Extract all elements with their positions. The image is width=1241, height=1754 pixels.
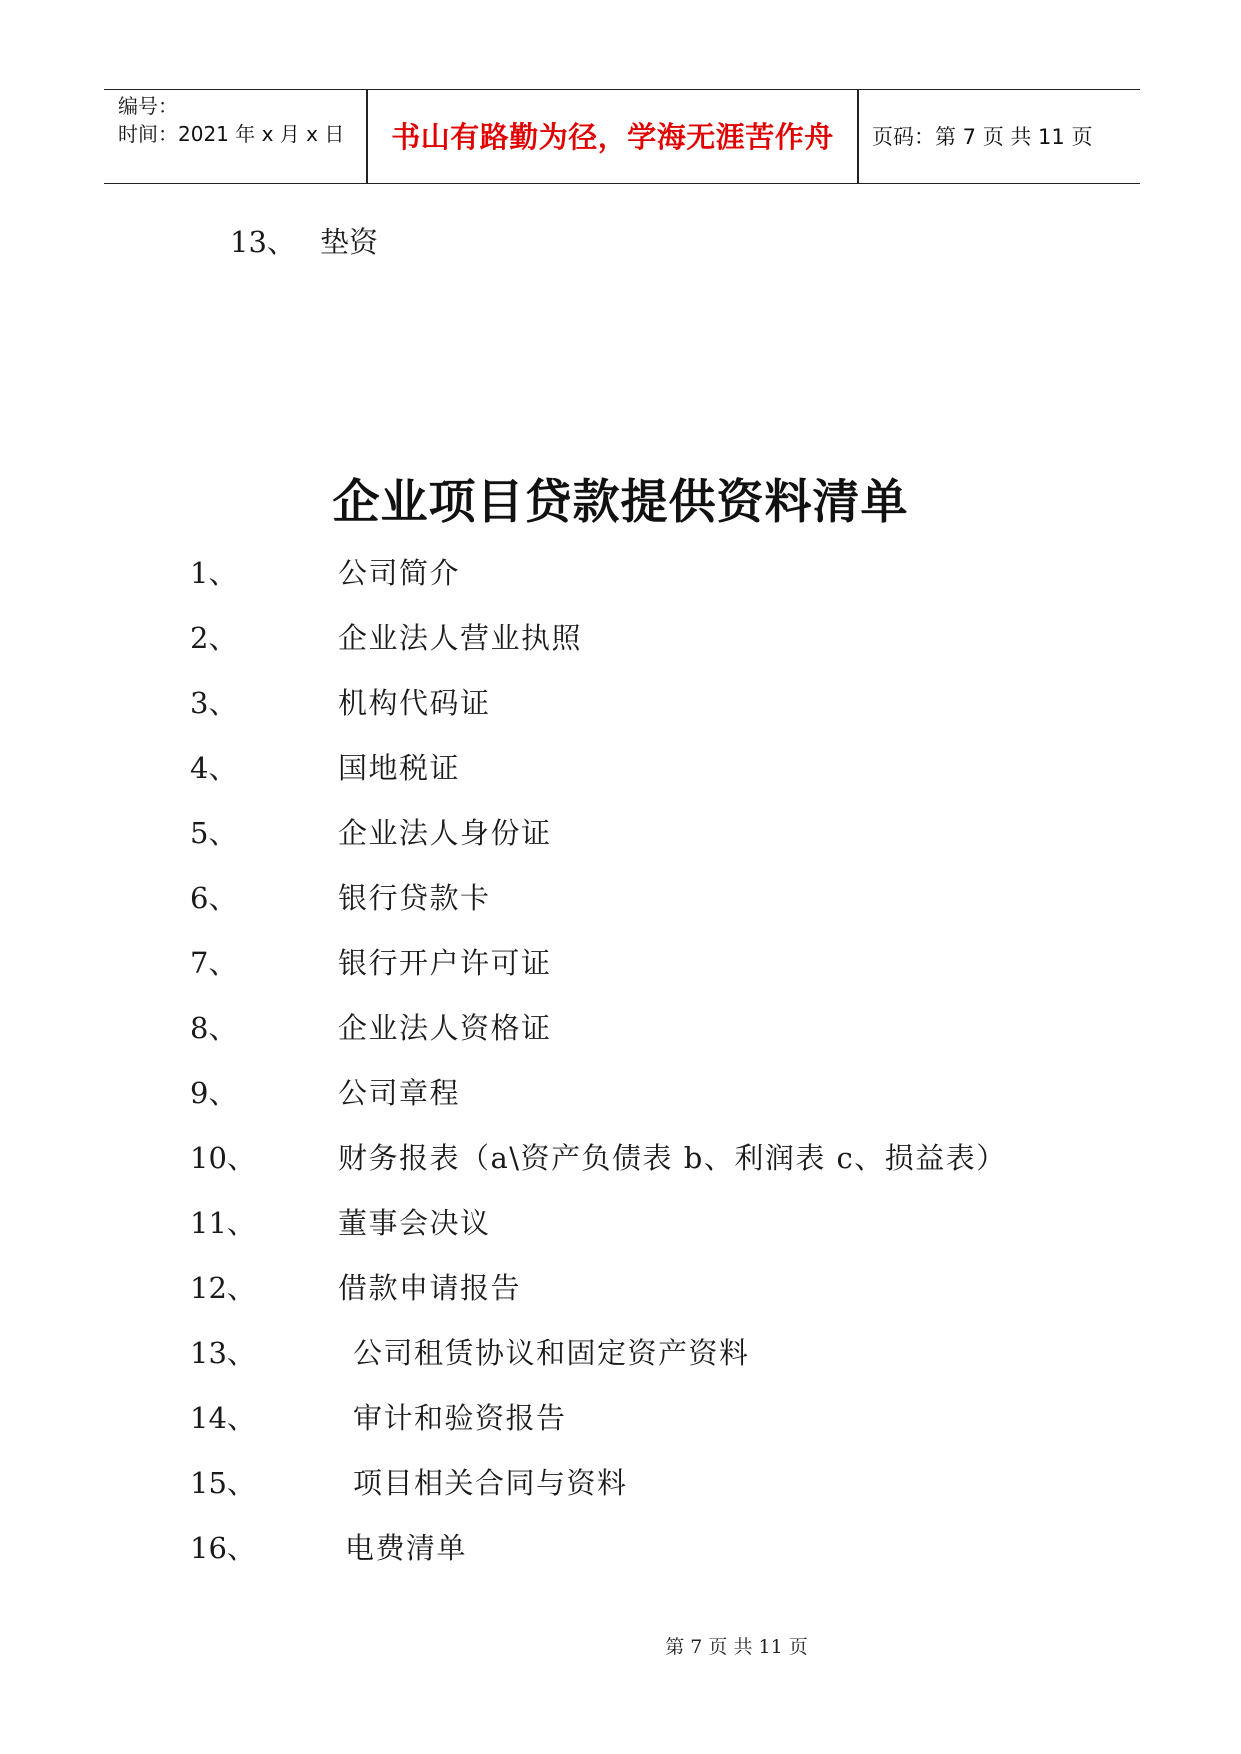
item-text: 公司租赁协议和固定资产资料 xyxy=(353,1336,750,1370)
item-text: 机构代码证 xyxy=(338,686,491,720)
document-number-label: 编号： xyxy=(118,94,178,118)
item-number: 4、 xyxy=(190,751,238,785)
item-text: 企业法人资格证 xyxy=(338,1011,552,1045)
item-number: 13、 xyxy=(190,1336,256,1370)
item-number: 11、 xyxy=(190,1206,256,1240)
item-text: 企业法人营业执照 xyxy=(338,621,583,655)
item-number: 6、 xyxy=(190,881,238,915)
item-text: 国地税证 xyxy=(338,751,461,785)
header-page-info: 页码：第 7 页 共 11 页 xyxy=(872,125,1093,149)
carryover-text: 垫资 xyxy=(320,225,379,259)
item-number: 14、 xyxy=(190,1401,256,1435)
item-number: 2、 xyxy=(190,621,238,655)
item-text: 银行贷款卡 xyxy=(338,881,491,915)
page-header xyxy=(104,89,1140,184)
item-number: 16、 xyxy=(190,1531,256,1565)
item-text: 公司简介 xyxy=(338,556,461,590)
page-footer: 第 7 页 共 11 页 xyxy=(665,1636,808,1658)
carryover-item xyxy=(230,224,378,260)
item-number: 10、 xyxy=(190,1141,256,1175)
item-text: 审计和验资报告 xyxy=(353,1401,567,1435)
item-number: 8、 xyxy=(190,1011,238,1045)
item-text: 电费清单 xyxy=(345,1531,468,1565)
item-text: 银行开户许可证 xyxy=(338,946,552,980)
document-title: 企业项目贷款提供资料清单 xyxy=(332,475,909,530)
item-text: 企业法人身份证 xyxy=(338,816,552,850)
header-divider xyxy=(857,90,859,183)
item-number: 7、 xyxy=(190,946,238,980)
header-motto: 书山有路勤为径，学海无涯苦作舟 xyxy=(391,120,834,154)
item-number: 1、 xyxy=(190,556,238,590)
item-text: 项目相关合同与资料 xyxy=(353,1466,628,1500)
document-date-label: 时间：2021 年 x 月 x 日 xyxy=(118,122,345,146)
item-number: 12、 xyxy=(190,1271,256,1305)
item-number: 15、 xyxy=(190,1466,256,1500)
item-text: 财务报表（a\资产负债表 b、利润表 c、损益表） xyxy=(338,1141,1007,1175)
item-text: 董事会决议 xyxy=(338,1206,491,1240)
carryover-number: 13、 xyxy=(230,225,296,259)
item-text: 公司章程 xyxy=(338,1076,461,1110)
item-number: 3、 xyxy=(190,686,238,720)
item-number: 5、 xyxy=(190,816,238,850)
item-text: 借款申请报告 xyxy=(338,1271,522,1305)
item-number: 9、 xyxy=(190,1076,238,1110)
